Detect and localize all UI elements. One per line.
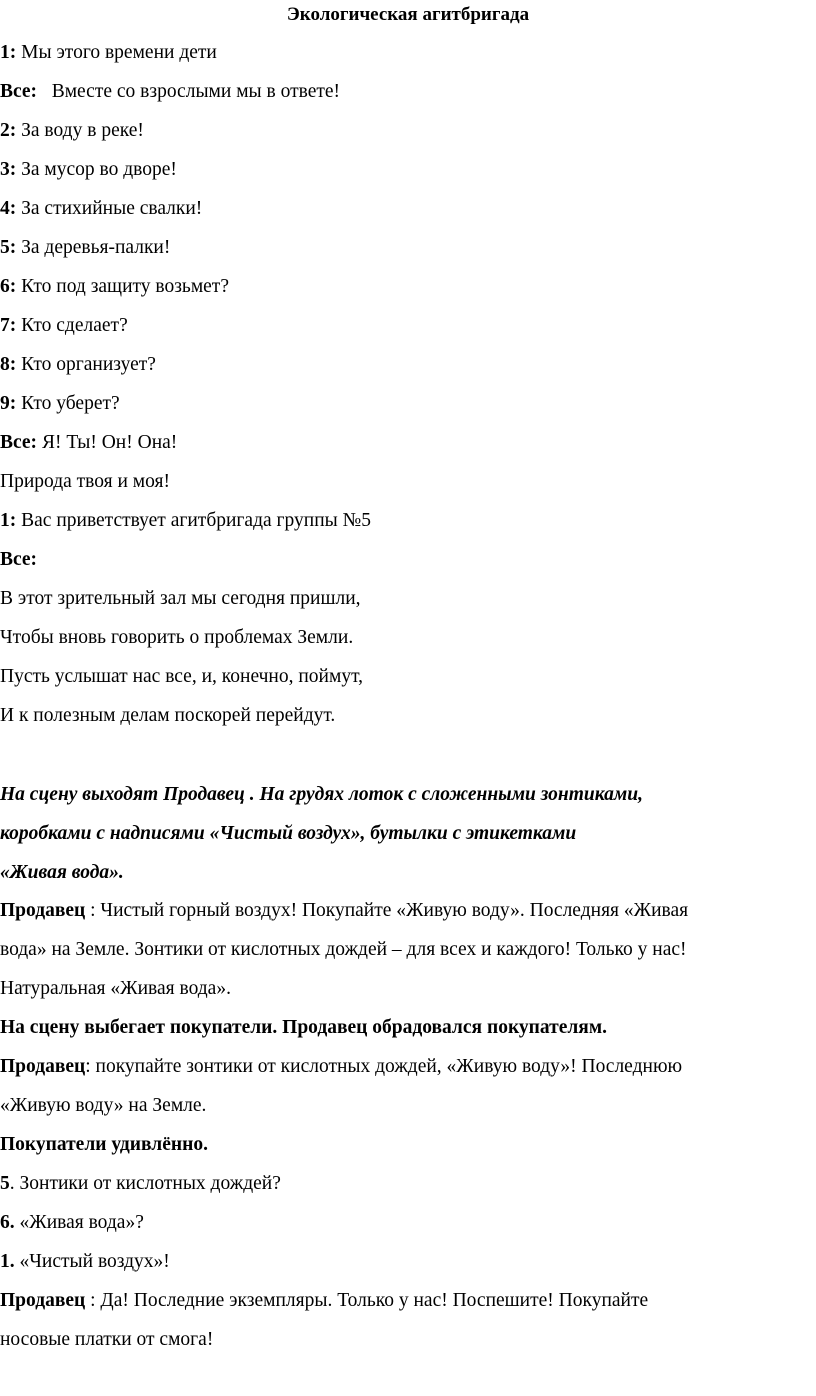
speaker-label: 3: [0, 159, 17, 180]
script-line [0, 237, 816, 259]
script-line [0, 276, 816, 298]
speaker-label: 6: [0, 276, 17, 297]
buyer-line [0, 1173, 816, 1195]
line-text: Чтобы вновь говорить о проблемах Земли. [0, 627, 354, 648]
line-text: За мусор во дворе! [16, 159, 177, 180]
line-text: Кто под защиту возьмет? [16, 276, 229, 297]
seller-line-cont: носовые платки от смога! [0, 1329, 214, 1350]
poem-line [0, 627, 816, 649]
line-text: : покупайте зонтики от кислотных дождей, «Живую воду»! Последнюю [85, 1056, 683, 1077]
stage-direction: Покупатели удивлённо. [0, 1134, 208, 1155]
seller-line-cont: Натуральная «Живая вода». [0, 978, 231, 999]
speaker-label: 2: [0, 120, 17, 141]
line-text: : Чистый горный воздух! Покупайте «Живую воду». Последняя «Живая [85, 900, 689, 921]
line-text: Вместе со взрослыми мы в ответе! [37, 81, 341, 102]
line-text: «Живая вода»? [14, 1212, 144, 1233]
buyer-line [0, 1212, 816, 1234]
speaker-label: 1: [0, 42, 17, 63]
speaker-label: Продавец [0, 1056, 86, 1077]
seller-line-cont: «Живую воду» на Земле. [0, 1095, 207, 1116]
stage-direction: коробками с надписями «Чистый воздух», бутылки с этикетками [0, 823, 577, 844]
speaker-label: 6. [0, 1212, 15, 1233]
seller-line [0, 1290, 816, 1312]
speaker-label: 9: [0, 393, 17, 414]
script-line [0, 315, 816, 337]
speaker-label: 4: [0, 198, 17, 219]
script-line [0, 198, 816, 220]
stage-direction: На сцену выходят Продавец . На грудях лоток с сложенными зонтиками, [0, 784, 643, 805]
stage-direction: На сцену выбегает покупатели. Продавец обрадовался покупателям. [0, 1017, 608, 1038]
line-text: Я! Ты! Он! Она! [37, 432, 178, 453]
speaker-label: Продавец [0, 1290, 86, 1311]
speaker-label: Все: [0, 81, 38, 102]
script-line [0, 549, 816, 571]
script-line [0, 510, 816, 532]
script-line [0, 354, 816, 376]
speaker-label: 7: [0, 315, 17, 336]
stage-direction: «Живая вода». [0, 862, 124, 883]
script-line [0, 120, 816, 142]
line-text: В этот зрительный зал мы сегодня пришли, [0, 588, 361, 609]
line-text: И к полезным делам поскорей перейдут. [0, 705, 336, 726]
script-line [0, 81, 816, 103]
line-text: : Да! Последние экземпляры. Только у нас! Поспешите! Покупайте [85, 1290, 649, 1311]
line-text: Кто сделает? [16, 315, 128, 336]
line-text: За воду в реке! [16, 120, 144, 141]
speaker-label: 5 [0, 1173, 10, 1194]
script-line [0, 159, 816, 181]
line-text: За стихийные свалки! [16, 198, 203, 219]
poem-line [0, 588, 816, 610]
speaker-label: 5: [0, 237, 17, 258]
line-text: Мы этого времени дети [16, 42, 217, 63]
line-text: . Зонтики от кислотных дождей? [9, 1173, 281, 1194]
script-line [0, 432, 816, 454]
speaker-label: Продавец [0, 900, 86, 921]
seller-line [0, 1056, 816, 1078]
poem-line [0, 666, 816, 688]
line-text: Пусть услышат нас все, и, конечно, поймут, [0, 666, 363, 687]
speaker-label: Все: [0, 549, 38, 570]
poem-line [0, 705, 816, 727]
script-line [0, 471, 816, 493]
speaker-label: 1: [0, 510, 17, 531]
seller-line-cont: вода» на Земле. Зонтики от кислотных дождей – для всех и каждого! Только у нас! [0, 939, 687, 960]
line-text: «Чистый воздух»! [14, 1251, 170, 1272]
line-text: Природа твоя и моя! [0, 471, 170, 492]
document-title: Экологическая агитбригада [286, 4, 530, 25]
speaker-label: 1. [0, 1251, 15, 1272]
seller-line [0, 900, 816, 922]
speaker-label: Все: [0, 432, 38, 453]
line-text: За деревья-палки! [16, 237, 171, 258]
script-line [0, 393, 816, 415]
speaker-label: 8: [0, 354, 17, 375]
line-text: Кто организует? [16, 354, 156, 375]
script-line [0, 42, 816, 64]
line-text: Кто уберет? [16, 393, 120, 414]
line-text: Вас приветствует агитбригада группы №5 [16, 510, 371, 531]
buyer-line [0, 1251, 816, 1273]
